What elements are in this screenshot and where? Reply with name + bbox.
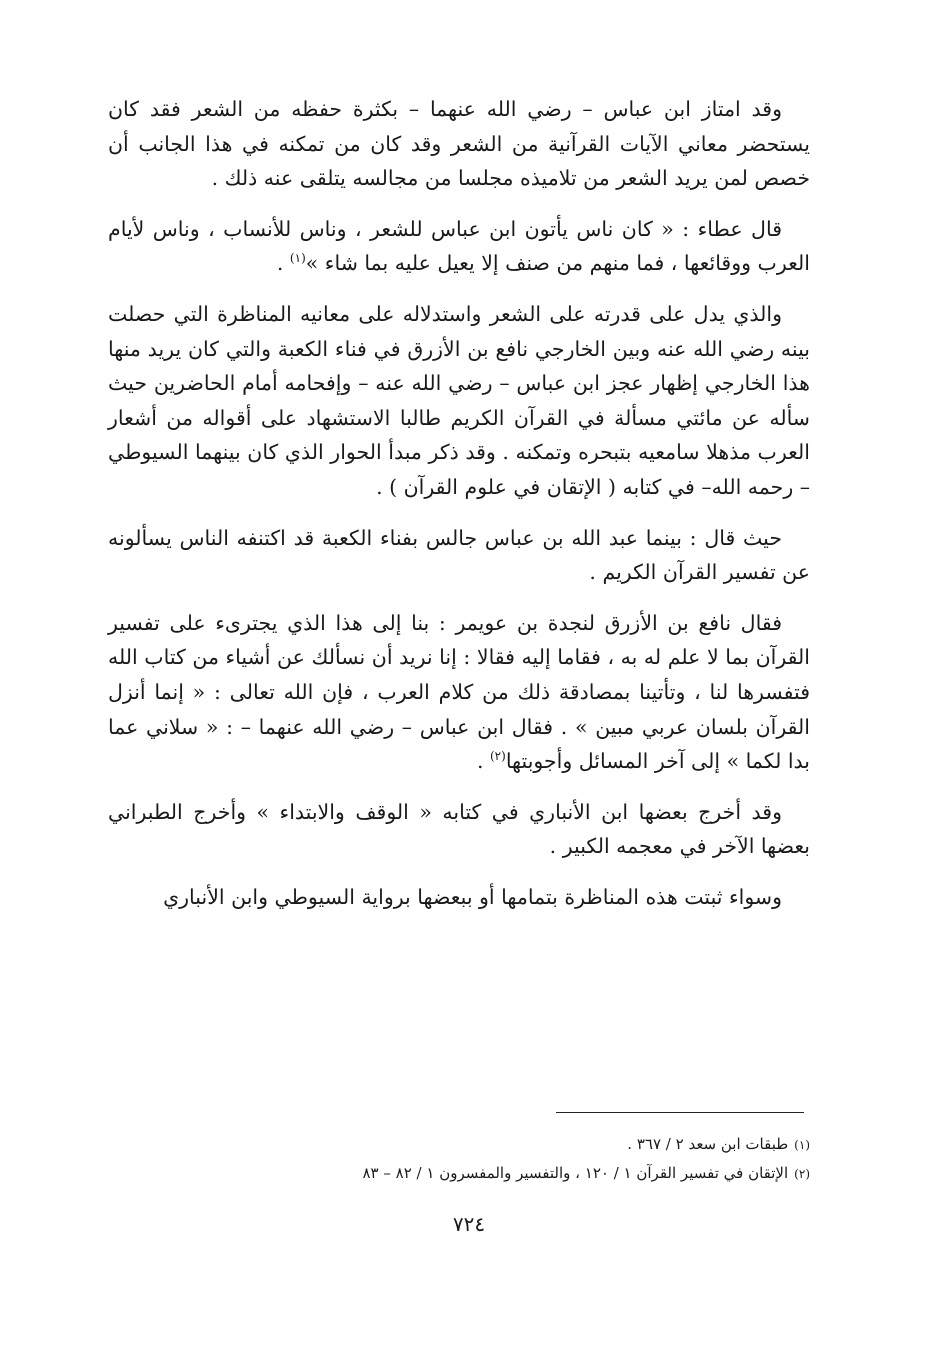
page-number: ٧٢٤ [452,1212,486,1236]
main-text [108,92,810,914]
paragraph-6: وقد أخرج بعضها ابن الأنباري في كتابه « الوقف والابتداء » وأخرج الطبراني بعضها الآخر في معجمه الكبير . [108,799,810,859]
footnote-2: (٢)الإتقان في تفسير القرآن ١ / ١٢٠ ، والتفسير والمفسرون ١ / ٨٢ – ٨٣ [362,1164,810,1182]
paragraph-4: حيث قال : بينما عبد الله بن عباس جالس بفناء الكعبة قد اكتنفه الناس يسألونه عن تفسير القرآن الكريم . [108,525,810,585]
footnote-divider [556,1112,804,1113]
footnote-ref-1: (١) [289,251,306,266]
footnotes [108,1130,810,1188]
footnote-ref-2: (٢) [489,749,506,764]
paragraph-5: فقال نافع بن الأزرق لنجدة بن عويمر : بنا إلى هذا الذي يجترىء على تفسير القرآن بما لا علم له به ، فقاما إليه فقالا : إنا نريد أن نسألك عن أشياء من كتاب الله فتفسرها لنا ، وتأتينا بمصادقة ذلك من كلام العرب ، فإن الله تعالى : « إنما أنزل القرآن بلسان عربي مبين » . فقال ابن عباس – رضي الله عنهما – : « سلاني عما بدا لكما » إلى آخر المسائل وأجوبتها$^{(٢)}$ . [108,610,810,774]
footnote-1: (١)طبقات ابن سعد ٢ / ٣٦٧ . [627,1135,810,1153]
paragraph-2: قال عطاء : « كان ناس يأتون ابن عباس للشعر ، وناس للأنساب ، وناس لأيام العرب ووقائعها ، فما منهم من صنف إلا يعيل عليه بما شاء »$^{(١)}$ . [108,216,810,276]
paragraph-3: والذي يدل على قدرته على الشعر واستدلاله على معانيه المناظرة التي حصلت بينه رضي الله عنه وبين الخارجي نافع بن الأزرق في فناء الكعبة والتي كان يريد منها هذا الخارجي إظهار عجز ابن عباس – رضي الله عنه – وإفحامه أمام الحاضرين حيث سأله عن مائتي مسألة في القرآن الكريم طالبا الاستشهاد على أقواله من أشعار العرب مذهلا سامعيه بتبحره وتمكنه . وقد ذكر مبدأ الحوار الذي كان بينهما السيوطي – رحمه الله– في كتابه ( الإتقان في علوم القرآن ) . [108,301,810,499]
paragraph-1: وقد امتاز ابن عباس – رضي الله عنهما – بكثرة حفظه من الشعر فقد كان يستحضر معاني الآيات القرآنية من الشعر وقد كان من تمكنه في هذا الجانب أن خصص لمن يريد الشعر من تلاميذه مجلسا من مجالسه يتلقى عنه ذلك . [108,97,810,191]
paragraph-7: وسواء ثبتت هذه المناظرة بتمامها أو ببعضها برواية السيوطي وابن الأنباري [163,884,782,909]
